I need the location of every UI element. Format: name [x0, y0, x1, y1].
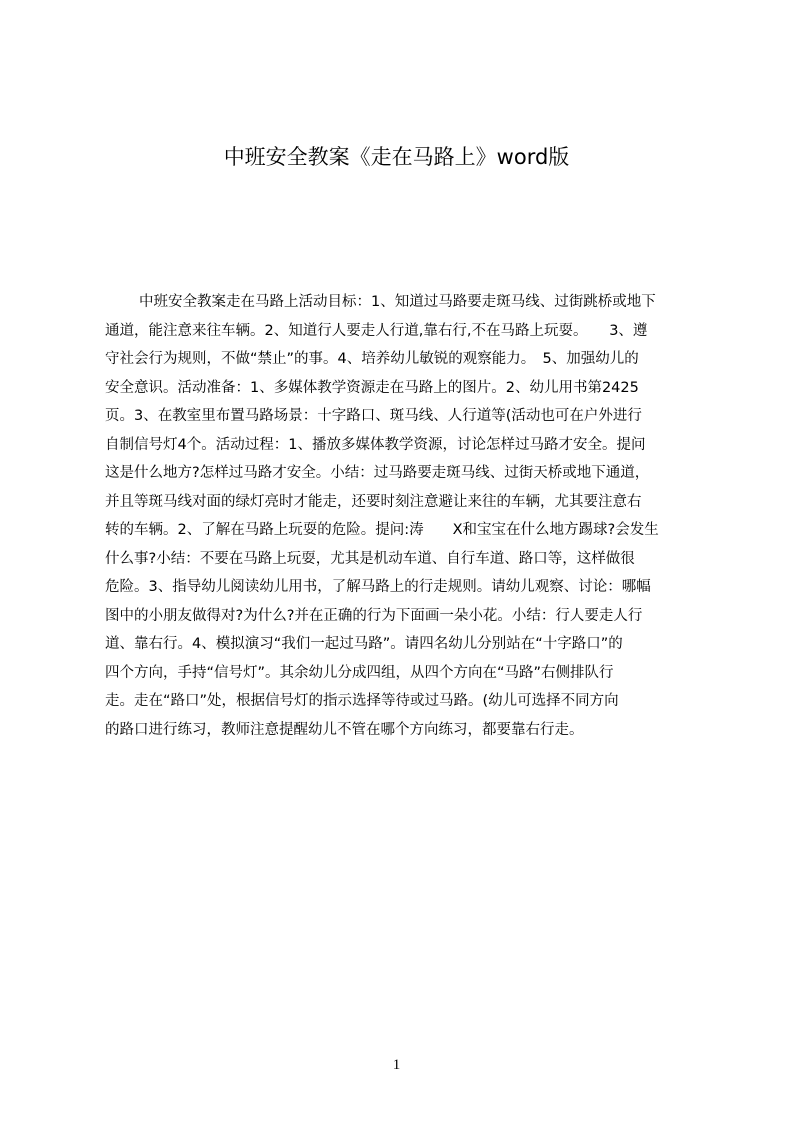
body-line: 中班安全教案走在马路上活动目标：1、知道过马路要走斑马线、过街跳桥或地下: [139, 294, 656, 310]
body-line: 道、靠右行。4、模拟演习“我们一起过马路”。请四名幼儿分别站在“十字路口”的: [105, 636, 623, 652]
body-line: 四个方向，手持“信号灯”。其余幼儿分成四组，从四个方向在“马路”右侧排队行: [105, 664, 614, 681]
body-line: 守社会行为规则，不做“禁止”的事。4、培养幼儿敏锐的观察能力。 5、加强幼儿的: [105, 351, 639, 367]
body-line: 的路口进行练习，教师注意提醒幼儿不管在哪个方向练习，都要靠右行走。: [105, 721, 584, 738]
body-line: 什么事?小结：不要在马路上玩耍，尤其是机动车道、自行车道、路口等，这样做很: [105, 550, 635, 567]
body-line: 通道，能注意来往车辆。2、知道行人要走人行道,靠右行,不在马路上玩耍。 3、遵: [105, 322, 648, 339]
body-line: 自制信号灯4个。活动过程：1、播放多媒体教学资源，讨论怎样过马路才安全。提问: [105, 436, 646, 453]
body-line: 安全意识。活动准备：1、多媒体教学资源走在马路上的图片。2、幼儿用书第2425: [105, 379, 639, 396]
body-line: 并且等斑马线对面的绿灯亮时才能走，还要时刻注意避让来往的车辆，尤其要注意右: [105, 493, 642, 510]
body-line: 走。走在“路口”处，根据信号灯的指示选择等待或过马路。(幼儿可选择不同方向: [105, 693, 619, 709]
document-title: 中班安全教案《走在马路上》word版: [223, 145, 570, 169]
body-line: 页。3、在教室里布置马路场景：十字路口、斑马线、人行道等(活动也可在户外进行: [105, 408, 642, 424]
body-line: 危险。3、指导幼儿阅读幼儿用书，了解马路上的行走规则。请幼儿观察、讨论：哪幅: [105, 579, 651, 595]
body-line: 这是什么地方?怎样过马路才安全。小结：过马路要走斑马线、过街天桥或地下通道，: [105, 465, 650, 481]
body-line: 转的车辆。2、了解在马路上玩耍的危险。提问:涛 X和宝宝在什么地方踢球?会发生: [105, 522, 659, 538]
document-body: [105, 288, 700, 744]
body-line: 图中的小朋友做得对?为什么?并在正确的行为下面画一朵小花。小结：行人要走人行: [105, 607, 643, 624]
page-number: 1: [392, 1057, 401, 1073]
